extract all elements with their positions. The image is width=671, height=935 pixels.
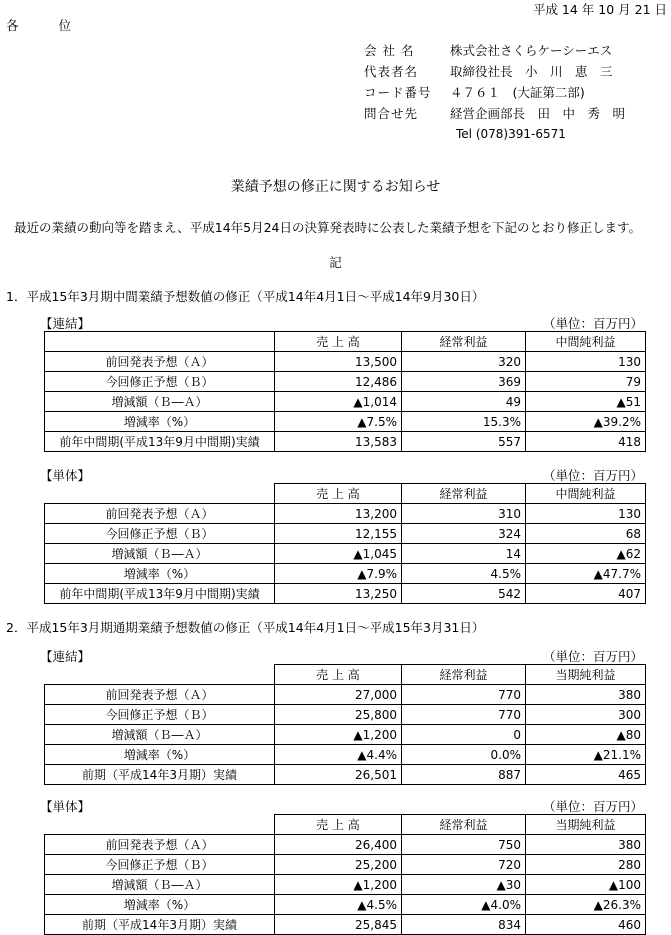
value-cell: 380 — [526, 685, 646, 705]
row-label: 前期（平成14年3月期）実績 — [45, 765, 275, 785]
table-row — [45, 412, 646, 432]
header-blank-cell — [45, 484, 275, 504]
section-1-heading: 1．平成15年3月期中間業績予想数値の修正（平成14年4月1日～平成14年9月30日） — [6, 289, 485, 304]
table-row — [45, 835, 646, 855]
row-label: 増減率（%） — [45, 412, 275, 432]
value-cell: 15.3% — [402, 412, 526, 432]
value-cell: 0 — [402, 725, 526, 745]
row-label: 増減額（Ｂ―Ａ） — [45, 875, 275, 895]
value-cell: 557 — [402, 432, 526, 452]
telephone: Tel (078)391-6571 — [456, 127, 566, 141]
row-label: 前回発表予想（Ａ） — [45, 835, 275, 855]
table-label: 【単体】 — [40, 799, 91, 814]
value-cell: 26,501 — [275, 765, 402, 785]
table-header-row — [45, 815, 646, 835]
value-cell: 465 — [526, 765, 646, 785]
table-row — [45, 745, 646, 765]
table-row — [45, 705, 646, 725]
header-cell: 経常利益 — [402, 484, 526, 504]
value-cell: 25,200 — [275, 855, 402, 875]
header-cell: 売 上 高 — [275, 484, 402, 504]
document-title: 業績予想の修正に関するお知らせ — [230, 179, 441, 195]
row-label: 前年中間期(平成13年9月中間期)実績 — [45, 432, 275, 452]
table-row — [45, 915, 646, 935]
table-row — [45, 352, 646, 372]
header-cell: 当期純利益 — [526, 815, 646, 835]
header-cell: 中間純利益 — [526, 332, 646, 352]
header-blank-cell — [45, 815, 275, 835]
value-cell: 26,400 — [275, 835, 402, 855]
header-cell: 売 上 高 — [275, 815, 402, 835]
value-cell: 12,155 — [275, 524, 402, 544]
representative-row — [364, 61, 625, 82]
forecast-table-s1-nonconsolidated — [44, 483, 646, 604]
value-cell: 407 — [526, 584, 646, 604]
row-label: 前期（平成14年3月期）実績 — [45, 915, 275, 935]
forecast-table-s1-consolidated — [44, 331, 646, 452]
value-cell: ▲62 — [526, 544, 646, 564]
row-label: 前回発表予想（Ａ） — [45, 504, 275, 524]
row-label: 今回修正予想（Ｂ） — [45, 524, 275, 544]
company-name-row — [364, 40, 625, 61]
value-cell: ▲1,200 — [275, 875, 402, 895]
table-row — [45, 875, 646, 895]
row-label: 増減率（%） — [45, 895, 275, 915]
value-cell: ▲1,045 — [275, 544, 402, 564]
value-cell: 13,200 — [275, 504, 402, 524]
value-cell: ▲4.5% — [275, 895, 402, 915]
row-label: 増減額（Ｂ―Ａ） — [45, 725, 275, 745]
value-cell: ▲21.1% — [526, 745, 646, 765]
code-value: ４７６１ (大証第二部) — [450, 85, 585, 100]
value-cell: ▲100 — [526, 875, 646, 895]
value-cell: 130 — [526, 352, 646, 372]
company-name-label: 会 社 名 — [364, 43, 415, 58]
value-cell: 4.5% — [402, 564, 526, 584]
row-label: 前年中間期(平成13年9月中間期)実績 — [45, 584, 275, 604]
value-cell: ▲39.2% — [526, 412, 646, 432]
value-cell: 13,250 — [275, 584, 402, 604]
code-label: コード番号 — [364, 85, 432, 100]
value-cell: ▲1,014 — [275, 392, 402, 412]
value-cell: ▲80 — [526, 725, 646, 745]
header-cell: 当期純利益 — [526, 665, 646, 685]
unit-label: （単位：百万円） — [542, 468, 643, 483]
value-cell: 12,486 — [275, 372, 402, 392]
value-cell: 14 — [402, 544, 526, 564]
table-label: 【連結】 — [40, 649, 91, 664]
table-header-row — [45, 484, 646, 504]
code-row — [364, 82, 625, 103]
table-row — [45, 392, 646, 412]
value-cell: 770 — [402, 705, 526, 725]
intro-paragraph: 最近の業績の動向等を踏まえ、平成14年5月24日の決算発表時に公表した業績予想を下記のとおり修正します。 — [14, 220, 642, 235]
table-label: 【連結】 — [40, 316, 91, 331]
value-cell: 770 — [402, 685, 526, 705]
value-cell: ▲47.7% — [526, 564, 646, 584]
value-cell: 68 — [526, 524, 646, 544]
row-label: 今回修正予想（Ｂ） — [45, 705, 275, 725]
value-cell: 300 — [526, 705, 646, 725]
table-row — [45, 765, 646, 785]
unit-label: （単位：百万円） — [542, 799, 643, 814]
value-cell: ▲26.3% — [526, 895, 646, 915]
table-row — [45, 372, 646, 392]
header-cell: 経常利益 — [402, 332, 526, 352]
value-cell: 27,000 — [275, 685, 402, 705]
table-header-row — [45, 665, 646, 685]
value-cell: 280 — [526, 855, 646, 875]
table-row — [45, 855, 646, 875]
value-cell: 460 — [526, 915, 646, 935]
header-cell: 中間純利益 — [526, 484, 646, 504]
header-cell: 経常利益 — [402, 665, 526, 685]
value-cell: 720 — [402, 855, 526, 875]
section-2-heading: 2．平成15年3月期通期業績予想数値の修正（平成14年4月1日～平成15年3月31日） — [6, 620, 485, 635]
table-row — [45, 725, 646, 745]
company-info-block — [364, 40, 625, 145]
forecast-table-s2-nonconsolidated — [44, 814, 646, 935]
value-cell: 13,583 — [275, 432, 402, 452]
value-cell: 380 — [526, 835, 646, 855]
table-row — [45, 504, 646, 524]
row-label: 増減額（Ｂ―Ａ） — [45, 392, 275, 412]
header-blank-cell — [45, 665, 275, 685]
value-cell: ▲1,200 — [275, 725, 402, 745]
row-label: 増減率（%） — [45, 564, 275, 584]
value-cell: ▲4.4% — [275, 745, 402, 765]
representative-label: 代表者名 — [364, 64, 419, 79]
table-header-row — [45, 332, 646, 352]
value-cell: 310 — [402, 504, 526, 524]
value-cell: 0.0% — [402, 745, 526, 765]
value-cell: ▲30 — [402, 875, 526, 895]
table-row — [45, 895, 646, 915]
value-cell: 834 — [402, 915, 526, 935]
header-cell: 売 上 高 — [275, 665, 402, 685]
value-cell: 320 — [402, 352, 526, 372]
value-cell: 25,845 — [275, 915, 402, 935]
value-cell: 25,800 — [275, 705, 402, 725]
row-label: 増減額（Ｂ―Ａ） — [45, 544, 275, 564]
company-name-value: 株式会社さくらケーシーエス — [450, 43, 613, 58]
value-cell: 130 — [526, 504, 646, 524]
header-blank-cell — [45, 332, 275, 352]
row-label: 今回修正予想（Ｂ） — [45, 855, 275, 875]
value-cell: ▲51 — [526, 392, 646, 412]
ki-marker: 記 — [329, 255, 342, 270]
contact-value: 経営企画部長 田 中 秀 明 — [450, 106, 626, 121]
contact-row — [364, 103, 625, 124]
value-cell: 542 — [402, 584, 526, 604]
table-row — [45, 564, 646, 584]
addressee: 各 位 — [6, 18, 89, 33]
row-label: 前回発表予想（Ａ） — [45, 352, 275, 372]
unit-label: （単位：百万円） — [542, 316, 643, 331]
table-row — [45, 584, 646, 604]
value-cell: 13,500 — [275, 352, 402, 372]
table-row — [45, 524, 646, 544]
representative-value: 取締役社長 小 川 恵 三 — [450, 64, 613, 79]
document-date: 平成 14 年 10 月 21 日 — [532, 2, 667, 17]
row-label: 前回発表予想（Ａ） — [45, 685, 275, 705]
value-cell: 79 — [526, 372, 646, 392]
contact-label: 問合せ先 — [364, 106, 419, 121]
row-label: 今回修正予想（Ｂ） — [45, 372, 275, 392]
value-cell: 887 — [402, 765, 526, 785]
value-cell: 418 — [526, 432, 646, 452]
table-row — [45, 544, 646, 564]
table-label: 【単体】 — [40, 468, 91, 483]
value-cell: ▲7.9% — [275, 564, 402, 584]
table-row — [45, 432, 646, 452]
header-cell: 売 上 高 — [275, 332, 402, 352]
value-cell: 324 — [402, 524, 526, 544]
value-cell: ▲7.5% — [275, 412, 402, 432]
value-cell: ▲4.0% — [402, 895, 526, 915]
table-row — [45, 685, 646, 705]
row-label: 増減率（%） — [45, 745, 275, 765]
header-cell: 経常利益 — [402, 815, 526, 835]
value-cell: 750 — [402, 835, 526, 855]
value-cell: 369 — [402, 372, 526, 392]
unit-label: （単位：百万円） — [542, 649, 643, 664]
value-cell: 49 — [402, 392, 526, 412]
forecast-table-s2-consolidated — [44, 664, 646, 785]
